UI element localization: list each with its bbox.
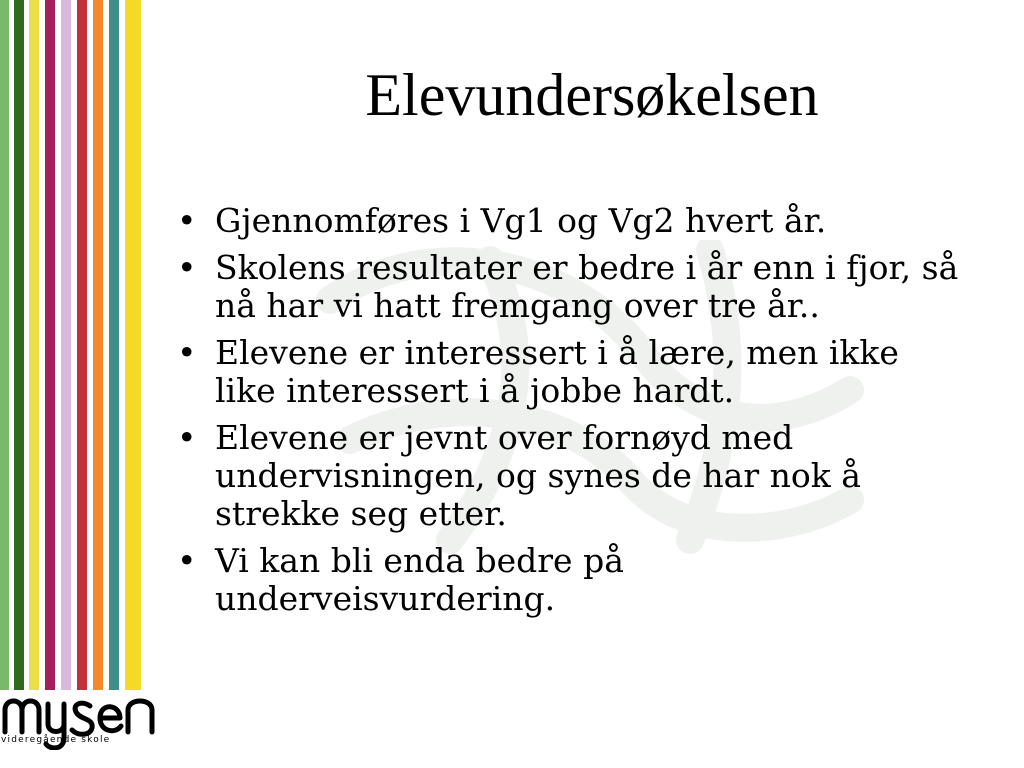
bullet-item: [175, 542, 965, 618]
school-logo: [0, 690, 160, 768]
stripe: [45, 0, 55, 768]
bullet-item: [175, 202, 965, 240]
bullet-icon: •: [177, 541, 197, 580]
stripe: [125, 0, 141, 768]
bullet-text: Gjennomføres i Vg1 og Vg2 hvert år.: [215, 201, 827, 240]
wordmark-letter-s: [72, 703, 92, 734]
bullet-icon: •: [177, 333, 197, 372]
stripe: [77, 0, 87, 768]
bullet-list: [175, 202, 965, 627]
wordmark-letter-n: [128, 701, 152, 732]
stripe: [61, 0, 71, 768]
stripe: [29, 0, 39, 768]
stripe: [14, 0, 24, 768]
stripe: [0, 0, 9, 768]
bullet-item: [175, 249, 965, 325]
wordmark-letter-m: [5, 701, 39, 732]
bullet-text: Vi kan bli enda bedre på underveisvurdering.: [215, 541, 624, 618]
bullet-item: [175, 419, 965, 533]
logo-subtitle: videregående skole: [1, 735, 111, 745]
bullet-icon: •: [177, 248, 197, 287]
slide-title: Elevundersøkelsen: [365, 62, 819, 128]
bullet-icon: •: [177, 418, 197, 457]
bullet-item: [175, 334, 965, 410]
bullet-icon: •: [177, 201, 197, 240]
stripe: [93, 0, 103, 768]
decorative-stripes: [0, 0, 155, 768]
bullet-text: Elevene er jevnt over fornøyd med undervisningen, og synes de har nok å strekke seg etter.: [215, 418, 861, 533]
bullet-text: Elevene er interessert i å lære, men ikke like interessert i å jobbe hardt.: [215, 333, 899, 410]
wordmark-letter-e: [100, 707, 121, 731]
bullet-text: Skolens resultater er bedre i år enn i fjor, så nå har vi hatt fremgang over tre år..: [215, 248, 959, 325]
stripe: [109, 0, 119, 768]
